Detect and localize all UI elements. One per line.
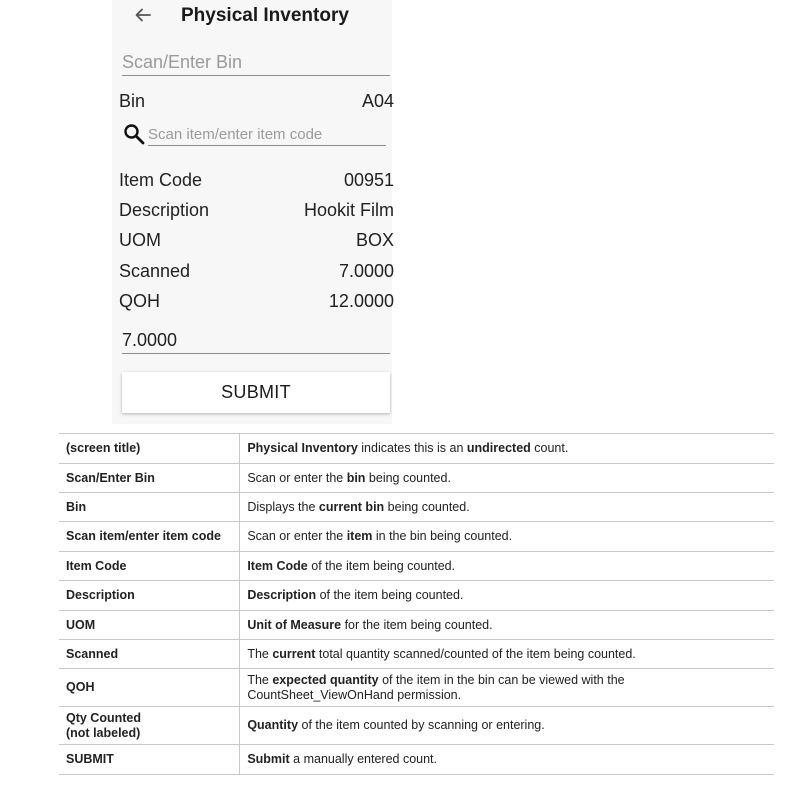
description-text: indicates this is an: [357, 441, 467, 456]
field-name: UOM: [66, 617, 96, 632]
field-description-cell: [240, 707, 774, 745]
field-name: Item Code: [66, 558, 127, 573]
description-text: Physical Inventory: [247, 441, 358, 456]
field-name-cell: [59, 464, 240, 493]
description-text: Scan or enter the: [247, 529, 347, 544]
uom-label: UOM: [119, 230, 161, 250]
description-text: Unit of Measure: [247, 617, 342, 632]
table-row: [59, 581, 774, 611]
scanned-value: 7.0000: [338, 261, 394, 281]
submit-button[interactable]: SUBMIT: [122, 372, 390, 413]
description-text: Item Code: [247, 558, 308, 573]
description-text: in the bin being counted.: [372, 529, 513, 544]
search-icon: [123, 123, 145, 145]
uom-row: [119, 230, 394, 254]
table-row: [59, 640, 774, 669]
arrow-left-icon: [134, 7, 152, 23]
description-text: of the item being counted.: [316, 588, 464, 603]
screen-title: Physical Inventory: [181, 5, 349, 26]
description-text: current: [272, 646, 316, 661]
qoh-label: QOH: [119, 291, 161, 311]
description-text: total quantity scanned/counted of the item being counted.: [315, 646, 636, 661]
field-name-cell: [59, 707, 240, 745]
description-text: The: [247, 673, 273, 688]
field-description-cell: [240, 669, 774, 707]
table-row: [59, 434, 774, 464]
qty-counted-input[interactable]: [122, 327, 390, 354]
bin-label: Bin: [119, 91, 146, 111]
description-text: for the item being counted.: [341, 617, 493, 632]
field-name-cell: [59, 611, 240, 640]
field-name-cell: [59, 522, 240, 552]
field-description-cell: [240, 434, 774, 464]
description-row: [119, 200, 394, 224]
field-name: Scan item/enter item code: [66, 529, 221, 544]
description-text: Submit: [247, 752, 290, 767]
item-code-row: [119, 170, 394, 194]
field-name: Qty Counted: [66, 711, 141, 726]
field-description-cell: [240, 581, 774, 611]
field-name-cell: [59, 434, 240, 464]
field-reference-table: [59, 433, 774, 775]
qoh-row: [119, 291, 394, 315]
description-text: bin: [346, 470, 366, 485]
scanned-label: Scanned: [119, 261, 191, 281]
description-value: Hookit Film: [303, 200, 394, 220]
description-text: undirected: [466, 441, 531, 456]
description-text: current bin: [318, 499, 385, 514]
field-description-cell: [240, 464, 774, 493]
field-name-cell: [59, 493, 240, 522]
description-text: being counted.: [365, 470, 451, 485]
field-name: QOH: [66, 680, 95, 695]
qoh-value: 12.0000: [328, 291, 394, 311]
table-row: [59, 464, 774, 493]
description-text: of the item being counted.: [307, 558, 456, 573]
field-description-cell: [240, 611, 774, 640]
table-row: [59, 522, 774, 552]
field-name-cell: [59, 581, 240, 611]
phone-screen: [112, 0, 392, 424]
app-bar: [112, 0, 392, 34]
field-name: Scanned: [66, 646, 119, 661]
scanned-row: [119, 261, 394, 285]
field-name: SUBMIT: [66, 752, 114, 767]
description-label: Description: [119, 200, 210, 220]
field-description-cell: [240, 552, 774, 581]
field-name-cell: [59, 669, 240, 707]
table-row: [59, 669, 774, 707]
description-text: CountSheet_ViewOnHand permission.: [247, 687, 462, 702]
table-row: [59, 707, 774, 745]
field-name: Scan/Enter Bin: [66, 470, 155, 485]
description-text: Description: [247, 588, 317, 603]
bin-value: A04: [361, 91, 394, 111]
field-name-note: (not labeled): [66, 725, 141, 740]
table-row: [59, 745, 774, 775]
field-name: Bin: [66, 499, 87, 514]
field-description-cell: [240, 640, 774, 669]
item-code-label: Item Code: [119, 170, 203, 190]
field-name-cell: [59, 640, 240, 669]
back-button[interactable]: [132, 4, 154, 26]
field-description-cell: [240, 745, 774, 775]
field-name-cell: [59, 745, 240, 775]
bin-row: [119, 91, 394, 115]
description-text: item: [346, 529, 373, 544]
bin-input[interactable]: [122, 49, 390, 76]
item-code-value: 00951: [343, 170, 394, 190]
description-text: a manually entered count.: [289, 752, 438, 767]
field-name: Description: [66, 588, 135, 603]
field-name-cell: [59, 552, 240, 581]
description-text: expected quantity: [272, 673, 379, 688]
table-row: [59, 552, 774, 581]
uom-value: BOX: [355, 230, 394, 250]
description-text: Scan or enter the: [247, 470, 347, 485]
field-description-cell: [240, 522, 774, 552]
field-description-cell: [240, 493, 774, 522]
table-row: [59, 493, 774, 522]
description-text: of the item counted by scanning or entering.: [298, 718, 545, 733]
description-text: being counted.: [384, 499, 470, 514]
description-text: of the item in the bin can be viewed with the: [378, 673, 625, 688]
field-name: (screen title): [66, 441, 141, 456]
item-code-input[interactable]: [148, 123, 386, 146]
description-text: count.: [530, 441, 569, 456]
description-text: The: [247, 646, 273, 661]
table-row: [59, 611, 774, 640]
description-text: Quantity: [247, 718, 299, 733]
description-text: Displays the: [247, 499, 319, 514]
